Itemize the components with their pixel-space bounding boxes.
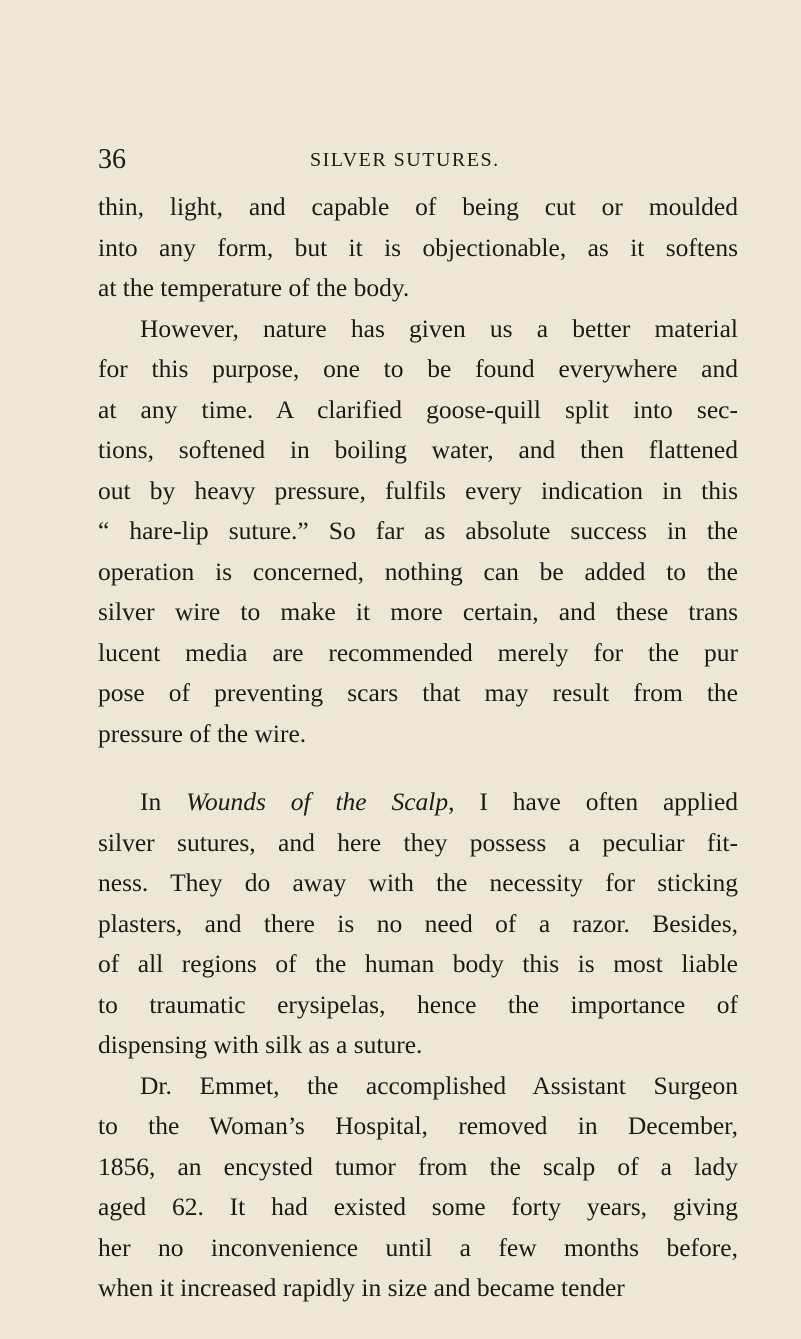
- text-line: at the temperature of the body.: [98, 273, 410, 302]
- text-line: [98, 782, 738, 823]
- running-title: SILVER SUTURES.: [310, 149, 500, 171]
- text-line: out by heavy pressure, fulfils every indication in this: [98, 475, 738, 505]
- text-line: to the Woman’s Hospital, removed in December,: [98, 1111, 738, 1140]
- body-text: [98, 187, 738, 1309]
- text-line: aged 62. It had existed some forty years, giving: [98, 1192, 738, 1221]
- text-line: plasters, and there is no need of a razor. Besides,: [98, 908, 738, 938]
- text-line: Dr. Emmet, the accomplished Assistant Surgeon: [140, 1070, 738, 1100]
- text-line: into any form, but it is objectionable, as it softens: [98, 232, 738, 262]
- text-line: pose of preventing scars that may result from the: [98, 678, 738, 707]
- text-line: silver wire to make it more certain, and these trans: [98, 597, 738, 626]
- page-number: 36: [98, 144, 126, 175]
- text-line: However, nature has given us a better material: [140, 313, 738, 343]
- page-header: [98, 143, 738, 177]
- text-line: her no inconvenience until a few months before,: [98, 1232, 738, 1262]
- text-line: of all regions of the human body this is most liable: [98, 949, 738, 978]
- text-line: pressure of the wire.: [98, 718, 307, 748]
- paragraph-4: [98, 1066, 738, 1309]
- text-run: In Wounds of the Scalp, I have often applied: [140, 787, 739, 816]
- text-line: 1856, an encysted tumor from the scalp of a lady: [98, 1151, 738, 1181]
- paragraph-2: [98, 309, 738, 755]
- text-line: operation is concerned, nothing can be added to the: [98, 556, 738, 586]
- text-line: tions, softened in boiling water, and then flattened: [98, 435, 738, 464]
- text-line: lucent media are recommended merely for the pur: [98, 637, 738, 667]
- text-line: silver sutures, and here they possess a peculiar fit-: [98, 827, 738, 857]
- paragraph-3: [98, 782, 738, 1066]
- text-line: ness. They do away with the necessity for sticking: [98, 868, 738, 897]
- text-line: dispensing with silk as a suture.: [98, 1030, 423, 1059]
- text-line: thin, light, and capable of being cut or moulded: [98, 192, 738, 221]
- text-line: when it increased rapidly in size and became tender: [98, 1273, 625, 1302]
- text-line: to traumatic erysipelas, hence the importance of: [98, 989, 738, 1019]
- text-line: for this purpose, one to be found everywhere and: [98, 354, 738, 383]
- paragraph-1: [98, 187, 738, 309]
- text-line: at any time. A clarified goose-quill split into sec-: [98, 394, 738, 424]
- italic-title: Wounds of the Scalp: [186, 787, 449, 816]
- text-line: “ hare-lip suture.” So far as absolute success in the: [98, 516, 738, 545]
